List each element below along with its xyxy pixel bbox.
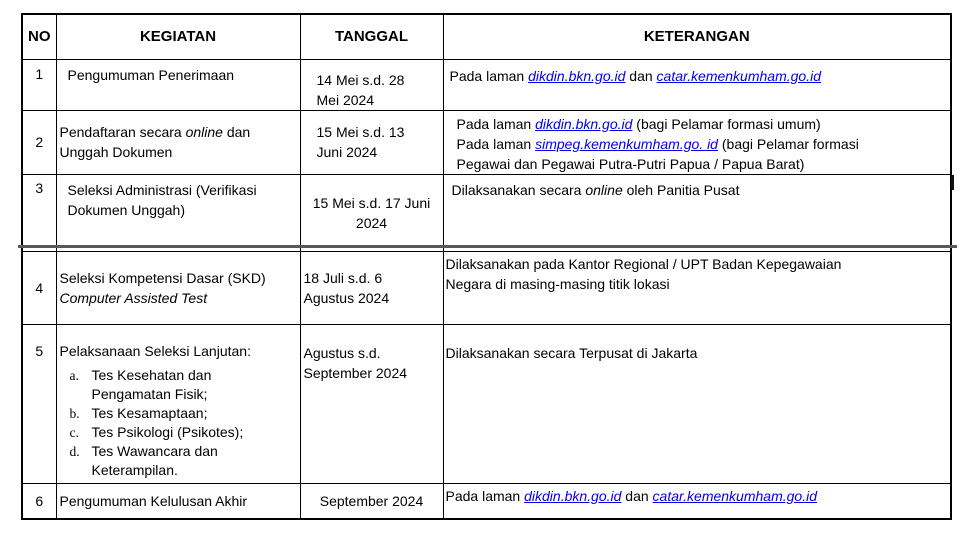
kegiatan-cell <box>56 324 300 483</box>
text-line <box>446 274 945 294</box>
col-header-kegiatan: KEGIATAN <box>56 14 300 59</box>
italic-text: online <box>185 124 223 140</box>
tanggal-cell <box>300 251 443 324</box>
no-cell: 4 <box>22 251 56 324</box>
text-segment: Dokumen Unggah) <box>67 201 186 218</box>
tanggal-cell <box>300 324 443 483</box>
text-line <box>457 114 945 134</box>
text-line <box>60 288 294 308</box>
list-item <box>70 404 294 423</box>
col-header-tanggal: TANGGAL <box>300 14 443 59</box>
tanggal-cell <box>300 110 443 174</box>
sub-activity-list <box>70 366 294 480</box>
keterangan-cell <box>443 110 951 174</box>
schedule-table <box>21 13 952 520</box>
table-row <box>22 110 951 174</box>
keterangan-cell <box>443 483 951 519</box>
text-line <box>68 65 294 85</box>
text-segment: (bagi Pelamar formasi <box>717 135 859 152</box>
text-segment: Pendaftaran secara <box>59 124 186 140</box>
text-segment: Pada laman <box>456 115 536 132</box>
text-segment: Pengumuman Penerimaan <box>67 66 235 83</box>
text-line <box>457 154 945 174</box>
table-row <box>22 483 951 519</box>
text-segment: 18 Juli s.d. 6 <box>303 269 383 286</box>
text-segment: Seleksi Administrasi (Verifikasi <box>67 181 257 198</box>
text-line <box>301 193 443 213</box>
tanggal-cell <box>300 174 443 251</box>
hyperlink[interactable]: simpeg.kemenkumham.go. id <box>535 135 718 152</box>
text-line <box>452 180 945 200</box>
text-segment: (bagi Pelamar formasi umum) <box>632 115 821 132</box>
no-cell: 6 <box>22 483 56 519</box>
text-line <box>317 90 443 110</box>
text-segment: Juni 2024 <box>316 144 378 160</box>
text-line <box>304 288 443 308</box>
kegiatan-cell <box>56 110 300 174</box>
text-line <box>446 486 945 506</box>
hyperlink[interactable]: catar.kemenkumham.go.id <box>652 487 817 504</box>
list-marker: b. <box>69 405 80 421</box>
no-cell: 2 <box>22 110 56 174</box>
list-item <box>70 366 294 404</box>
text-line <box>450 66 945 86</box>
list-marker: a. <box>69 367 79 383</box>
text-line <box>68 200 294 220</box>
tanggal-cell <box>300 483 443 519</box>
keterangan-cell <box>443 174 951 251</box>
hyperlink[interactable]: dikdin.bkn.go.id <box>524 487 622 504</box>
text-line <box>317 122 443 142</box>
text-segment: Dilaksanakan pada Kantor Regional / UPT Badan Kepegawaian <box>445 255 842 272</box>
text-segment: 15 Mei s.d. 17 Juni <box>312 194 431 211</box>
list-item-text: Tes Psikologi (Psikotes); <box>91 423 244 440</box>
kegiatan-cell <box>56 59 300 110</box>
scan-artifact-right-edge <box>951 175 954 190</box>
list-marker: c. <box>69 424 79 440</box>
text-segment: 2024 <box>355 214 388 231</box>
text-segment: Agustus s.d. <box>303 344 381 361</box>
text-segment: Negara di masing-masing titik lokasi <box>445 275 670 292</box>
col-header-keterangan: KETERANGAN <box>443 14 951 59</box>
hyperlink[interactable]: catar.kemenkumham.go.id <box>656 67 821 84</box>
text-line <box>457 134 945 154</box>
hyperlink[interactable]: dikdin.bkn.go.id <box>535 115 633 132</box>
kegiatan-cell <box>56 174 300 251</box>
italic-text: online <box>585 181 623 198</box>
keterangan-cell <box>443 59 951 110</box>
hyperlink[interactable]: dikdin.bkn.go.id <box>528 67 626 84</box>
text-line <box>317 142 443 162</box>
no-cell: 5 <box>22 324 56 483</box>
no-cell: 1 <box>22 59 56 110</box>
kegiatan-cell <box>56 251 300 324</box>
kegiatan-cell <box>56 483 300 519</box>
text-line <box>60 268 294 288</box>
text-segment: Pada laman <box>445 487 525 504</box>
text-line <box>301 213 443 233</box>
text-line <box>60 491 294 511</box>
thick-section-divider <box>18 245 957 248</box>
list-item-text: Tes Kesamaptaan; <box>91 404 208 421</box>
text-segment: Unggah Dokumen <box>59 144 173 160</box>
keterangan-cell <box>443 324 951 483</box>
list-item <box>70 442 294 480</box>
text-segment: dan <box>621 487 653 504</box>
text-segment: Pengumuman Kelulusan Akhir <box>59 492 248 509</box>
text-segment: Agustus 2024 <box>303 289 390 306</box>
text-segment: 15 Mei s.d. 13 <box>316 124 405 140</box>
list-item-text: Tes Kesehatan dan Pengamatan Fisik; <box>91 366 212 402</box>
tanggal-cell <box>300 59 443 110</box>
text-line <box>317 70 443 90</box>
text-segment: Pegawai dan Pegawai Putra-Putri Papua / Papua Barat) <box>456 155 805 172</box>
table-row <box>22 251 951 324</box>
text-segment: Mei 2024 <box>316 91 375 108</box>
list-marker: d. <box>69 443 80 459</box>
text-segment: Dilaksanakan secara <box>451 181 586 198</box>
text-segment: dan <box>625 67 657 84</box>
text-segment: oleh Panitia Pusat <box>622 181 740 198</box>
text-line <box>304 268 443 288</box>
text-line <box>60 122 294 142</box>
table-row <box>22 59 951 110</box>
text-line <box>60 142 294 162</box>
italic-text: Computer Assisted Test <box>59 289 208 306</box>
kegiatan-heading <box>60 341 294 361</box>
list-item <box>70 423 294 442</box>
text-segment: dan <box>222 124 251 140</box>
text-segment: September 2024 <box>319 492 424 509</box>
text-line <box>304 343 443 363</box>
text-line <box>446 343 945 363</box>
keterangan-cell <box>443 251 951 324</box>
text-segment: Dilaksanakan secara Terpusat di Jakarta <box>445 344 698 361</box>
no-cell: 3 <box>22 174 56 251</box>
text-line <box>304 363 443 383</box>
text-line <box>301 491 443 511</box>
text-segment: September 2024 <box>303 364 408 381</box>
text-segment: Pada laman <box>456 135 536 152</box>
col-header-no: NO <box>22 14 56 59</box>
list-item-text: Tes Wawancara dan Keterampilan. <box>91 442 218 478</box>
table-row <box>22 174 951 251</box>
header-row <box>22 14 951 59</box>
text-line <box>68 180 294 200</box>
text-segment: Pelaksanaan Seleksi Lanjutan: <box>59 342 251 359</box>
text-segment: 14 Mei s.d. 28 <box>316 71 405 88</box>
text-segment: Pada laman <box>449 67 529 84</box>
text-line <box>60 341 294 361</box>
text-segment: Seleksi Kompetensi Dasar (SKD) <box>59 269 266 286</box>
table-row <box>22 324 951 483</box>
text-line <box>446 254 945 274</box>
